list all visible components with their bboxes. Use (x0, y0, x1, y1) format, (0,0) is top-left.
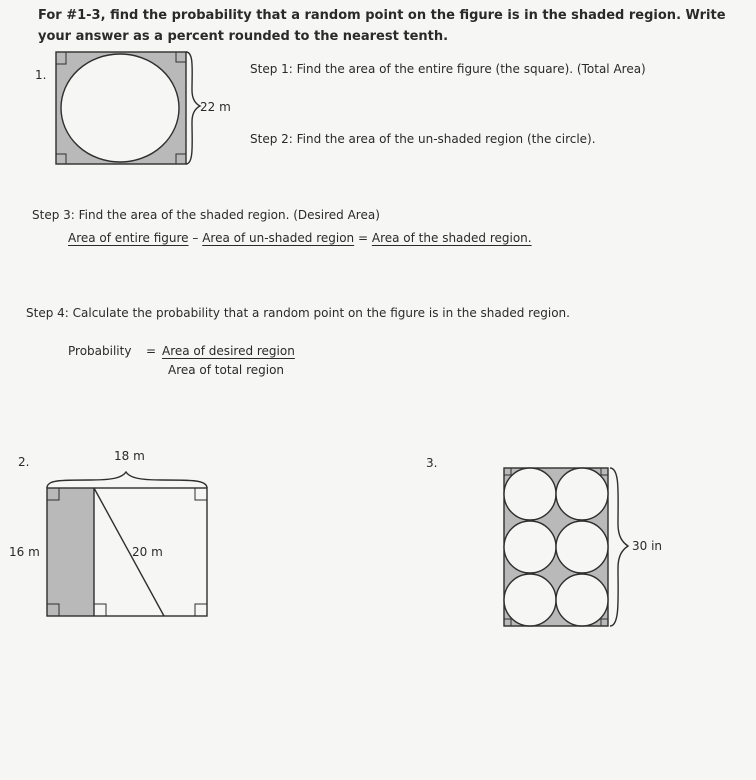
problem-3-figure (500, 464, 640, 634)
problem-1-number: 1. (35, 68, 47, 82)
circle (504, 521, 556, 573)
step-4-heading: Step 4: Calculate the probability that a random point on the figure is in the shaded region. (26, 306, 570, 320)
probability-numerator: Area of desired region (162, 344, 295, 358)
shaded-strip (47, 488, 94, 616)
inscribed-circle (61, 54, 179, 162)
circle (556, 521, 608, 573)
area-unshaded-region: Area of un-shaded region (202, 231, 355, 245)
probability-label: Probability (68, 344, 132, 358)
problem-1-step-2: Step 2: Find the area of the un-shaded region (the circle). (250, 132, 596, 146)
brace-right (610, 468, 628, 626)
problem-2-top-label: 18 m (114, 449, 145, 463)
instructions-line-2: your answer as a percent rounded to the nearest tenth. (38, 29, 449, 44)
problem-1-figure (52, 50, 212, 170)
brace-top (47, 472, 207, 488)
problem-2-figure (40, 470, 220, 620)
circle (556, 468, 608, 520)
circles-grid (504, 468, 608, 626)
minus-sign: – (192, 231, 199, 245)
problem-1-step-1: Step 1: Find the area of the entire figure (the square). (Total Area) (250, 62, 646, 76)
area-shaded-region: Area of the shaded region. (371, 231, 532, 245)
step-3-equation (68, 231, 532, 245)
problem-2-left-label: 16 m (9, 545, 40, 559)
problem-3-number: 3. (426, 456, 438, 470)
problem-3-side-label: 30 in (632, 539, 663, 553)
probability-denominator: Area of total region (168, 363, 285, 377)
brace-right (186, 52, 200, 164)
circle (556, 574, 608, 626)
instructions-line-1: For #1-3, find the probability that a random point on the figure is in the shaded region. Write (38, 8, 726, 23)
equals-sign: = (357, 231, 369, 245)
area-entire-figure: Area of entire figure (68, 231, 189, 245)
circle (504, 574, 556, 626)
problem-2-diagonal-label: 20 m (132, 545, 163, 559)
circle (504, 468, 556, 520)
problem-1-side-label: 22 m (200, 100, 231, 114)
step-3-heading: Step 3: Find the area of the shaded region. (Desired Area) (32, 208, 380, 222)
problem-2-number: 2. (18, 455, 30, 469)
probability-equals: = (146, 344, 157, 358)
